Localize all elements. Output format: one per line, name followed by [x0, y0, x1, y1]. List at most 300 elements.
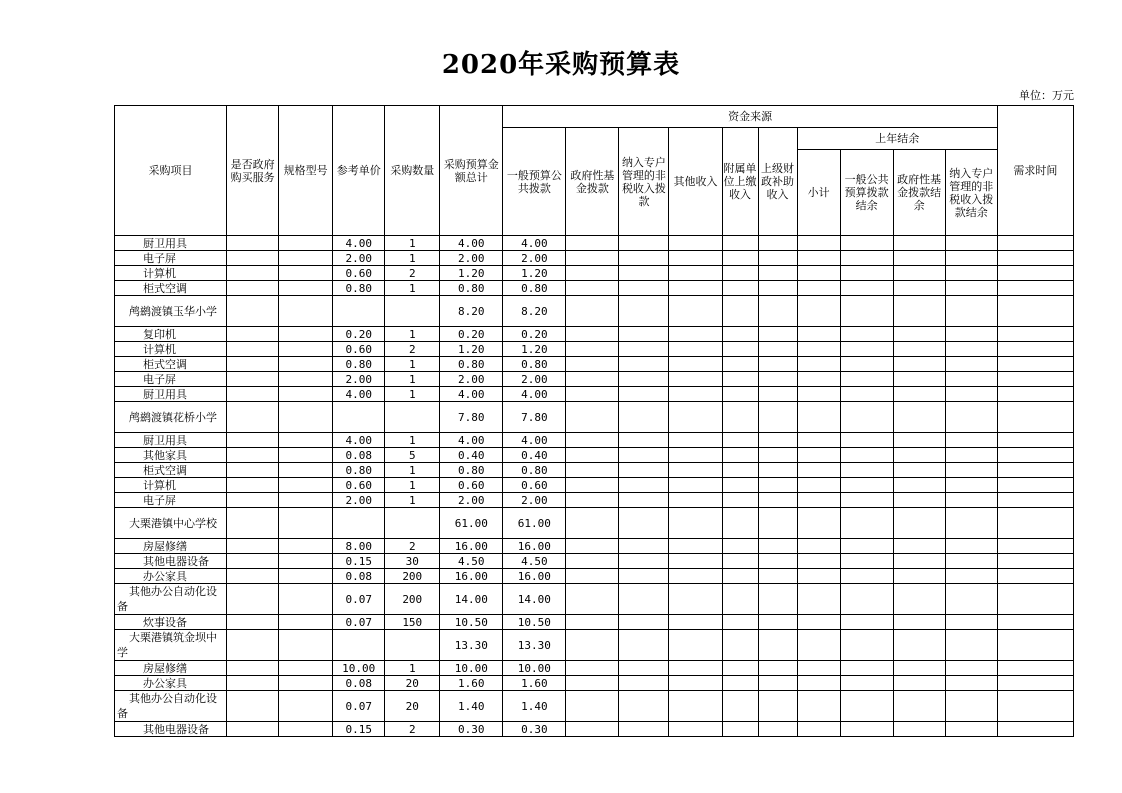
cell-unit-price: 0.07	[333, 584, 385, 615]
cell-item: 办公家具	[115, 569, 227, 584]
cell-empty	[758, 372, 797, 387]
cell-empty	[840, 402, 893, 433]
cell-empty	[758, 539, 797, 554]
cell-empty	[893, 722, 945, 737]
table-row	[115, 463, 1074, 478]
budget-table	[114, 105, 1074, 737]
cell-gov-purchase	[227, 372, 279, 387]
cell-spec	[279, 691, 333, 722]
cell-empty	[669, 387, 722, 402]
cell-empty	[840, 357, 893, 372]
table-row	[115, 676, 1074, 691]
cell-empty	[840, 539, 893, 554]
cell-unit-price: 0.07	[333, 691, 385, 722]
cell-empty	[722, 281, 758, 296]
cell-item: 鸬鹚渡镇花桥小学	[115, 402, 227, 433]
cell-empty	[619, 722, 669, 737]
cell-empty	[619, 266, 669, 281]
cell-item: 复印机	[115, 327, 227, 342]
cell-empty	[893, 630, 945, 661]
cell-empty	[722, 402, 758, 433]
cell-general-budget: 61.00	[503, 508, 566, 539]
cell-empty	[797, 554, 840, 569]
cell-gov-purchase	[227, 463, 279, 478]
table-row	[115, 296, 1074, 327]
cell-empty	[619, 236, 669, 251]
cell-empty	[840, 676, 893, 691]
cell-spec	[279, 584, 333, 615]
cell-general-budget: 13.30	[503, 630, 566, 661]
cell-unit-price: 8.00	[333, 539, 385, 554]
cell-general-budget: 0.20	[503, 327, 566, 342]
cell-quantity: 2	[385, 539, 440, 554]
cell-empty	[619, 387, 669, 402]
cell-spec	[279, 478, 333, 493]
cell-empty	[619, 676, 669, 691]
cell-spec	[279, 387, 333, 402]
header-gov-purchase: 是否政府购买服务	[227, 106, 279, 236]
cell-empty	[722, 661, 758, 676]
cell-total: 1.60	[440, 676, 503, 691]
table-row	[115, 630, 1074, 661]
cell-empty	[758, 448, 797, 463]
cell-general-budget: 16.00	[503, 539, 566, 554]
cell-empty	[945, 508, 997, 539]
table-row	[115, 493, 1074, 508]
cell-empty	[669, 508, 722, 539]
cell-quantity	[385, 508, 440, 539]
cell-empty	[840, 281, 893, 296]
cell-empty	[893, 569, 945, 584]
cell-empty	[758, 569, 797, 584]
cell-empty	[758, 493, 797, 508]
cell-item: 房屋修缮	[115, 539, 227, 554]
cell-empty	[758, 296, 797, 327]
cell-gov-purchase	[227, 296, 279, 327]
cell-total: 2.00	[440, 493, 503, 508]
cell-empty	[797, 357, 840, 372]
cell-total: 10.00	[440, 661, 503, 676]
cell-empty	[758, 615, 797, 630]
table-row	[115, 357, 1074, 372]
cell-empty	[619, 493, 669, 508]
cell-empty	[669, 478, 722, 493]
header-non-tax: 纳入专户管理的非税收入拨款	[619, 128, 669, 236]
cell-spec	[279, 236, 333, 251]
cell-quantity: 5	[385, 448, 440, 463]
cell-empty	[797, 296, 840, 327]
cell-empty	[758, 676, 797, 691]
cell-quantity: 1	[385, 327, 440, 342]
header-other-income: 其他收入	[669, 128, 722, 236]
cell-empty	[758, 342, 797, 357]
cell-general-budget: 2.00	[503, 493, 566, 508]
cell-empty	[669, 569, 722, 584]
table-row	[115, 387, 1074, 402]
cell-total: 0.20	[440, 327, 503, 342]
cell-empty	[945, 691, 997, 722]
cell-empty	[669, 493, 722, 508]
cell-item: 厨卫用具	[115, 433, 227, 448]
cell-spec	[279, 266, 333, 281]
cell-empty	[893, 691, 945, 722]
cell-empty	[669, 357, 722, 372]
cell-general-budget: 8.20	[503, 296, 566, 327]
cell-spec	[279, 661, 333, 676]
cell-empty	[893, 463, 945, 478]
cell-empty	[945, 478, 997, 493]
cell-empty	[945, 266, 997, 281]
cell-general-budget: 0.80	[503, 281, 566, 296]
cell-unit-price: 0.15	[333, 722, 385, 737]
cell-gov-purchase	[227, 478, 279, 493]
cell-empty	[722, 433, 758, 448]
cell-spec	[279, 296, 333, 327]
cell-empty	[840, 433, 893, 448]
cell-gov-purchase	[227, 584, 279, 615]
cell-empty	[566, 569, 619, 584]
cell-empty	[797, 508, 840, 539]
cell-empty	[758, 281, 797, 296]
cell-empty	[840, 584, 893, 615]
cell-empty	[619, 508, 669, 539]
cell-empty	[722, 493, 758, 508]
cell-quantity: 1	[385, 357, 440, 372]
table-row	[115, 266, 1074, 281]
cell-empty	[840, 387, 893, 402]
cell-item: 其他电器设备	[115, 554, 227, 569]
cell-empty	[619, 296, 669, 327]
cell-empty	[669, 236, 722, 251]
cell-empty	[945, 539, 997, 554]
cell-empty	[997, 281, 1073, 296]
header-subtotal: 小计	[797, 150, 840, 236]
cell-empty	[840, 296, 893, 327]
cell-item: 计算机	[115, 266, 227, 281]
cell-empty	[722, 251, 758, 266]
cell-gov-purchase	[227, 433, 279, 448]
cell-empty	[566, 296, 619, 327]
cell-total: 1.20	[440, 266, 503, 281]
cell-empty	[619, 569, 669, 584]
cell-empty	[619, 630, 669, 661]
cell-empty	[840, 508, 893, 539]
cell-empty	[840, 266, 893, 281]
cell-general-budget: 1.20	[503, 342, 566, 357]
cell-spec	[279, 342, 333, 357]
cell-empty	[997, 569, 1073, 584]
cell-empty	[945, 554, 997, 569]
cell-general-budget: 4.00	[503, 433, 566, 448]
cell-empty	[722, 676, 758, 691]
cell-total: 0.40	[440, 448, 503, 463]
cell-empty	[758, 327, 797, 342]
cell-general-budget: 0.60	[503, 478, 566, 493]
cell-spec	[279, 554, 333, 569]
cell-quantity: 2	[385, 342, 440, 357]
cell-empty	[997, 478, 1073, 493]
cell-empty	[669, 402, 722, 433]
cell-empty	[893, 372, 945, 387]
cell-quantity: 1	[385, 387, 440, 402]
cell-total: 61.00	[440, 508, 503, 539]
cell-unit-price: 0.80	[333, 357, 385, 372]
header-affiliated: 附属单位上缴收入	[722, 128, 758, 236]
cell-spec	[279, 463, 333, 478]
cell-empty	[797, 676, 840, 691]
cell-empty	[722, 569, 758, 584]
cell-empty	[669, 448, 722, 463]
cell-quantity: 150	[385, 615, 440, 630]
cell-general-budget: 7.80	[503, 402, 566, 433]
header-demand-time: 需求时间	[997, 106, 1073, 236]
cell-empty	[758, 387, 797, 402]
cell-empty	[669, 539, 722, 554]
cell-empty	[797, 281, 840, 296]
cell-empty	[893, 266, 945, 281]
cell-gov-purchase	[227, 266, 279, 281]
cell-empty	[722, 236, 758, 251]
cell-empty	[566, 402, 619, 433]
table-row	[115, 251, 1074, 266]
cell-empty	[945, 402, 997, 433]
cell-empty	[797, 722, 840, 737]
cell-empty	[758, 554, 797, 569]
cell-empty	[722, 554, 758, 569]
cell-empty	[997, 722, 1073, 737]
cell-unit-price: 0.15	[333, 554, 385, 569]
cell-total: 13.30	[440, 630, 503, 661]
cell-empty	[669, 327, 722, 342]
cell-empty	[945, 357, 997, 372]
cell-empty	[669, 615, 722, 630]
cell-spec	[279, 372, 333, 387]
cell-unit-price	[333, 508, 385, 539]
cell-empty	[997, 433, 1073, 448]
table-header	[115, 106, 1074, 236]
cell-empty	[945, 372, 997, 387]
cell-empty	[669, 691, 722, 722]
cell-empty	[893, 251, 945, 266]
cell-empty	[840, 372, 893, 387]
cell-empty	[797, 448, 840, 463]
cell-empty	[945, 342, 997, 357]
cell-total: 10.50	[440, 615, 503, 630]
cell-unit-price	[333, 402, 385, 433]
cell-empty	[840, 661, 893, 676]
cell-empty	[722, 448, 758, 463]
table-row	[115, 402, 1074, 433]
cell-quantity	[385, 296, 440, 327]
cell-empty	[997, 387, 1073, 402]
cell-item: 厨卫用具	[115, 236, 227, 251]
cell-empty	[758, 478, 797, 493]
cell-empty	[566, 722, 619, 737]
cell-unit-price: 0.08	[333, 448, 385, 463]
cell-quantity: 200	[385, 584, 440, 615]
page-title: 2020年采购预算表	[441, 50, 681, 80]
cell-empty	[566, 448, 619, 463]
cell-general-budget: 0.40	[503, 448, 566, 463]
cell-item: 柜式空调	[115, 281, 227, 296]
cell-general-budget: 1.60	[503, 676, 566, 691]
cell-gov-purchase	[227, 402, 279, 433]
cell-empty	[797, 584, 840, 615]
cell-gov-purchase	[227, 448, 279, 463]
header-general-budget: 一般预算公共拨款	[503, 128, 566, 236]
cell-empty	[797, 615, 840, 630]
cell-item: 房屋修缮	[115, 661, 227, 676]
cell-empty	[797, 372, 840, 387]
cell-gov-purchase	[227, 615, 279, 630]
cell-unit-price	[333, 630, 385, 661]
cell-spec	[279, 448, 333, 463]
header-superior: 上级财政补助收入	[758, 128, 797, 236]
cell-empty	[893, 281, 945, 296]
table-row	[115, 433, 1074, 448]
cell-general-budget: 10.00	[503, 661, 566, 676]
cell-empty	[566, 630, 619, 661]
cell-spec	[279, 569, 333, 584]
cell-empty	[722, 508, 758, 539]
cell-empty	[893, 661, 945, 676]
cell-empty	[722, 478, 758, 493]
cell-empty	[758, 630, 797, 661]
cell-spec	[279, 281, 333, 296]
cell-general-budget: 0.30	[503, 722, 566, 737]
cell-empty	[997, 539, 1073, 554]
table-row	[115, 342, 1074, 357]
cell-quantity	[385, 402, 440, 433]
cell-spec	[279, 539, 333, 554]
cell-unit-price: 4.00	[333, 387, 385, 402]
cell-empty	[945, 251, 997, 266]
cell-item: 电子屏	[115, 372, 227, 387]
table-row	[115, 569, 1074, 584]
cell-quantity: 1	[385, 433, 440, 448]
cell-empty	[669, 661, 722, 676]
cell-empty	[619, 554, 669, 569]
cell-item: 柜式空调	[115, 357, 227, 372]
cell-unit-price: 0.80	[333, 281, 385, 296]
cell-empty	[840, 554, 893, 569]
cell-total: 2.00	[440, 372, 503, 387]
header-unit-price: 参考单价	[333, 106, 385, 236]
cell-empty	[997, 327, 1073, 342]
cell-empty	[619, 691, 669, 722]
cell-empty	[945, 448, 997, 463]
cell-total: 4.00	[440, 236, 503, 251]
cell-empty	[997, 554, 1073, 569]
cell-empty	[619, 615, 669, 630]
cell-empty	[893, 236, 945, 251]
cell-empty	[945, 661, 997, 676]
table-row	[115, 327, 1074, 342]
table-row	[115, 554, 1074, 569]
cell-unit-price: 0.20	[333, 327, 385, 342]
cell-total: 16.00	[440, 539, 503, 554]
cell-quantity: 1	[385, 661, 440, 676]
cell-item: 厨卫用具	[115, 387, 227, 402]
cell-empty	[566, 554, 619, 569]
cell-empty	[722, 266, 758, 281]
cell-general-budget: 4.00	[503, 387, 566, 402]
cell-empty	[669, 296, 722, 327]
cell-item: 大栗港镇中心学校	[115, 508, 227, 539]
cell-empty	[997, 661, 1073, 676]
cell-item: 炊事设备	[115, 615, 227, 630]
cell-empty	[566, 661, 619, 676]
cell-empty	[722, 342, 758, 357]
table-row	[115, 236, 1074, 251]
cell-gov-purchase	[227, 493, 279, 508]
cell-empty	[797, 266, 840, 281]
cell-gov-purchase	[227, 630, 279, 661]
cell-quantity: 200	[385, 569, 440, 584]
cell-empty	[840, 569, 893, 584]
cell-gov-purchase	[227, 387, 279, 402]
cell-total: 2.00	[440, 251, 503, 266]
cell-item: 柜式空调	[115, 463, 227, 478]
cell-empty	[797, 661, 840, 676]
cell-general-budget: 4.50	[503, 554, 566, 569]
cell-empty	[893, 539, 945, 554]
cell-empty	[669, 463, 722, 478]
cell-empty	[669, 676, 722, 691]
cell-empty	[619, 448, 669, 463]
cell-unit-price: 4.00	[333, 433, 385, 448]
cell-general-budget: 1.20	[503, 266, 566, 281]
cell-empty	[566, 327, 619, 342]
cell-empty	[997, 296, 1073, 327]
cell-empty	[758, 722, 797, 737]
cell-item: 电子屏	[115, 251, 227, 266]
header-ly-gov-fund: 政府性基金拨款结余	[893, 150, 945, 236]
cell-empty	[566, 478, 619, 493]
cell-unit-price: 0.08	[333, 569, 385, 584]
cell-quantity: 1	[385, 251, 440, 266]
cell-empty	[997, 676, 1073, 691]
cell-gov-purchase	[227, 569, 279, 584]
cell-item: 其他办公自动化设备	[115, 584, 227, 615]
cell-empty	[758, 508, 797, 539]
cell-item: 电子屏	[115, 493, 227, 508]
cell-total: 7.80	[440, 402, 503, 433]
cell-empty	[997, 402, 1073, 433]
cell-item: 其他办公自动化设备	[115, 691, 227, 722]
header-quantity: 采购数量	[385, 106, 440, 236]
cell-empty	[722, 722, 758, 737]
cell-total: 4.00	[440, 387, 503, 402]
cell-empty	[669, 630, 722, 661]
cell-general-budget: 0.80	[503, 357, 566, 372]
cell-empty	[945, 676, 997, 691]
cell-empty	[722, 357, 758, 372]
table-row	[115, 661, 1074, 676]
table-row	[115, 722, 1074, 737]
cell-empty	[797, 463, 840, 478]
cell-empty	[758, 266, 797, 281]
cell-empty	[619, 478, 669, 493]
cell-total: 0.80	[440, 357, 503, 372]
cell-empty	[840, 722, 893, 737]
cell-empty	[669, 584, 722, 615]
cell-empty	[893, 478, 945, 493]
cell-empty	[619, 402, 669, 433]
cell-quantity	[385, 630, 440, 661]
cell-empty	[840, 342, 893, 357]
cell-empty	[758, 463, 797, 478]
